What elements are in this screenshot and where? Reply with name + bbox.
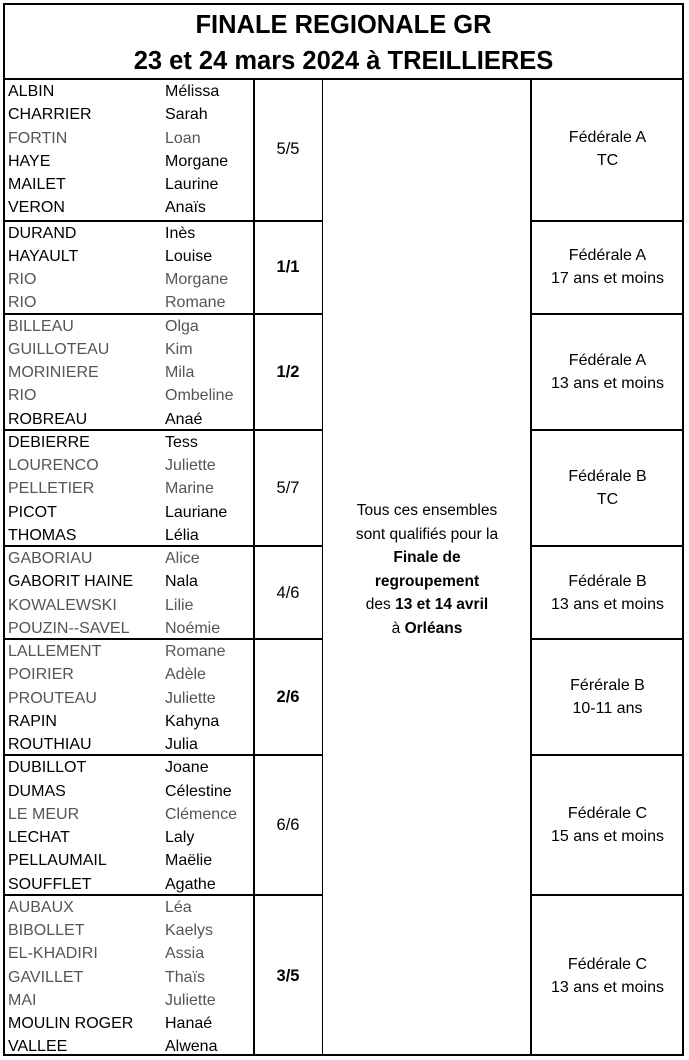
- member-first-name: Joane: [165, 759, 209, 777]
- group-block: [5, 220, 682, 313]
- member-first-name: Juliette: [165, 991, 216, 1009]
- member-first-name: Louise: [165, 247, 213, 265]
- note-line: sont qualifiés pour la: [355, 525, 499, 543]
- group-score: 1/1: [276, 258, 300, 276]
- member-first-name: Marine: [165, 480, 214, 498]
- category-line: 17 ans et moins: [551, 270, 664, 287]
- member-row: [5, 80, 253, 103]
- member-first-name: Clémence: [165, 805, 238, 823]
- member-list: [5, 431, 253, 547]
- member-first-name: Thaïs: [165, 968, 206, 986]
- member-list: [5, 547, 253, 640]
- category-line: Fédérale B: [568, 572, 647, 590]
- member-row: [5, 408, 253, 431]
- member-row: [5, 803, 253, 826]
- member-first-name: Mélissa: [165, 83, 220, 100]
- member-row: [5, 594, 253, 617]
- member-last-name: POIRIER: [8, 666, 74, 684]
- category-line: 10-11 ans: [572, 700, 643, 718]
- category-line: Fédérale A: [568, 247, 647, 264]
- group-category: [531, 465, 684, 511]
- member-row: [5, 663, 253, 686]
- member-row: [5, 780, 253, 803]
- category-line: 13 ans et moins: [551, 979, 664, 997]
- group-category: [531, 349, 684, 395]
- member-last-name: EL-KHADIRI: [8, 945, 98, 963]
- group-score: 6/6: [276, 816, 300, 834]
- member-first-name: Juliette: [165, 457, 216, 474]
- member-last-name: SOUFFLET: [8, 875, 92, 893]
- column-divider: [253, 80, 255, 1054]
- member-row: [5, 524, 253, 547]
- member-row: [5, 896, 253, 919]
- member-row: [5, 431, 253, 454]
- member-list: [5, 80, 253, 220]
- member-first-name: Sarah: [165, 106, 208, 124]
- note-line: Tous ces ensembles: [356, 502, 498, 519]
- group-score: 2/6: [276, 688, 300, 707]
- member-last-name: VALLEE: [8, 1038, 68, 1056]
- member-row: [5, 966, 253, 989]
- merged-cell-mask: [323, 893, 531, 896]
- member-row: [5, 756, 253, 779]
- member-first-name: Olga: [165, 317, 199, 335]
- category-line: Férérale B: [570, 677, 645, 695]
- member-last-name: DUBILLOT: [8, 759, 87, 777]
- note-date: 13 et 14 avril: [395, 596, 489, 613]
- group-category: [531, 674, 684, 720]
- page-title: FINALE REGIONALE GR: [195, 11, 492, 39]
- member-list: [5, 315, 253, 431]
- member-last-name: CHARRIER: [8, 106, 92, 124]
- member-row: [5, 245, 253, 268]
- member-first-name: Lilie: [165, 596, 194, 614]
- qualification-note: [323, 499, 531, 640]
- member-row: [5, 103, 253, 126]
- member-row: [5, 291, 253, 314]
- member-last-name: PELLETIER: [8, 480, 95, 498]
- member-row: [5, 733, 253, 756]
- member-last-name: KOWALEWSKI: [8, 596, 117, 614]
- category-line: TC: [596, 490, 619, 508]
- member-first-name: Agathe: [165, 875, 216, 893]
- member-first-name: Romane: [165, 643, 226, 660]
- member-last-name: PICOT: [8, 503, 57, 521]
- member-first-name: Laurine: [165, 176, 219, 193]
- member-first-name: Julia: [165, 736, 198, 753]
- member-last-name: THOMAS: [8, 526, 77, 544]
- member-first-name: Tess: [165, 433, 198, 451]
- member-last-name: RIO: [8, 271, 37, 288]
- member-row: [5, 710, 253, 733]
- group-score: 5/7: [276, 478, 300, 497]
- member-last-name: ROBREAU: [8, 410, 88, 428]
- member-first-name: Juliette: [165, 689, 216, 707]
- member-last-name: LALLEMENT: [8, 643, 102, 660]
- results-sheet: [3, 3, 684, 1056]
- member-last-name: POUZIN--SAVEL: [8, 619, 130, 637]
- group-block: [5, 894, 682, 1057]
- member-row: [5, 942, 253, 965]
- member-first-name: Lauriane: [165, 503, 228, 521]
- page-subtitle: 23 et 24 mars 2024 à TREILLIERES: [133, 47, 554, 75]
- member-last-name: MOULIN ROGER: [8, 1015, 134, 1032]
- note-line-bold: Finale de: [393, 549, 461, 566]
- member-first-name: Léa: [165, 898, 192, 916]
- member-last-name: VERON: [8, 199, 65, 217]
- member-first-name: Nala: [165, 573, 198, 591]
- member-last-name: MORINIERE: [8, 364, 99, 381]
- member-row: [5, 501, 253, 524]
- member-row: [5, 454, 253, 477]
- member-last-name: LE MEUR: [8, 805, 80, 823]
- category-line: 15 ans et moins: [551, 828, 664, 845]
- member-last-name: GUILLOTEAU: [8, 340, 110, 358]
- member-last-name: HAYAULT: [8, 247, 79, 265]
- member-last-name: HAYE: [8, 152, 51, 170]
- member-last-name: BIBOLLET: [8, 922, 85, 939]
- header: [5, 5, 682, 80]
- member-first-name: Mila: [165, 364, 195, 381]
- member-row: [5, 196, 253, 219]
- member-row: [5, 361, 253, 384]
- member-first-name: Morgane: [165, 271, 229, 288]
- group-block: [5, 638, 682, 754]
- member-row: [5, 547, 253, 570]
- group-block: [5, 313, 682, 429]
- member-row: [5, 989, 253, 1012]
- member-list: [5, 640, 253, 756]
- member-last-name: ROUTHIAU: [8, 736, 92, 753]
- category-line: TC: [596, 151, 619, 169]
- member-first-name: Laly: [165, 829, 195, 846]
- member-last-name: BILLEAU: [8, 317, 74, 335]
- member-first-name: Célestine: [165, 782, 232, 800]
- member-last-name: RIO: [8, 294, 37, 312]
- member-last-name: GAVILLET: [8, 968, 84, 986]
- member-first-name: Adèle: [165, 666, 206, 684]
- member-row: [5, 687, 253, 710]
- member-row: [5, 268, 253, 291]
- member-first-name: Hanaé: [165, 1015, 213, 1032]
- member-row: [5, 338, 253, 361]
- member-first-name: Alice: [165, 550, 200, 567]
- member-first-name: Romane: [165, 294, 226, 312]
- member-list: [5, 896, 253, 1059]
- member-first-name: Anaïs: [165, 199, 206, 217]
- member-row: [5, 173, 253, 196]
- group-block: [5, 754, 682, 894]
- category-line: Fédérale A: [568, 128, 647, 146]
- member-row: [5, 1035, 253, 1058]
- member-first-name: Loan: [165, 129, 201, 147]
- category-line: Fédérale B: [568, 467, 647, 485]
- member-row: [5, 570, 253, 593]
- merged-cell-mask: [323, 428, 531, 431]
- member-row: [5, 1012, 253, 1035]
- member-last-name: DURAND: [8, 224, 77, 242]
- member-first-name: Anaé: [165, 410, 203, 428]
- member-row: [5, 873, 253, 896]
- member-row: [5, 919, 253, 942]
- group-score: 5/5: [276, 139, 300, 158]
- merged-cell-mask: [323, 312, 531, 315]
- group-category: [531, 126, 684, 172]
- member-last-name: ALBIN: [8, 83, 55, 100]
- member-last-name: DEBIERRE: [8, 433, 90, 451]
- group-score: 1/2: [276, 362, 300, 381]
- member-last-name: GABORIAU: [8, 550, 93, 567]
- group-block: [5, 80, 682, 220]
- member-first-name: Kaelys: [165, 922, 214, 939]
- member-last-name: GABORIT HAINE: [8, 573, 134, 591]
- member-row: [5, 640, 253, 663]
- member-first-name: Morgane: [165, 152, 229, 170]
- member-row: [5, 477, 253, 500]
- member-last-name: LOURENCO: [8, 457, 99, 474]
- member-last-name: RAPIN: [8, 712, 57, 730]
- category-line: Fédérale A: [568, 351, 647, 369]
- note-line: à: [391, 619, 405, 637]
- member-row: [5, 150, 253, 173]
- note-line-bold: regroupement: [374, 572, 480, 590]
- category-line: 13 ans et moins: [551, 374, 664, 392]
- category-line: Fédérale C: [567, 956, 648, 974]
- note-line: des: [365, 596, 396, 613]
- group-category: [531, 953, 684, 999]
- member-last-name: RIO: [8, 387, 37, 405]
- member-row: [5, 384, 253, 407]
- member-last-name: FORTIN: [8, 129, 68, 147]
- member-row: [5, 315, 253, 338]
- member-row: [5, 826, 253, 849]
- member-first-name: Kim: [165, 340, 193, 358]
- member-last-name: PELLAUMAIL: [8, 852, 107, 870]
- member-first-name: Noémie: [165, 619, 221, 637]
- member-first-name: Kahyna: [165, 712, 220, 730]
- member-row: [5, 849, 253, 872]
- group-category: [531, 570, 684, 616]
- group-category: [531, 244, 684, 290]
- member-first-name: Maëlie: [165, 852, 213, 870]
- member-row: [5, 127, 253, 150]
- member-last-name: LECHAT: [8, 829, 70, 846]
- member-first-name: Alwena: [165, 1038, 218, 1056]
- note-location: Orléans: [404, 619, 463, 637]
- member-last-name: MAILET: [8, 176, 66, 193]
- group-score: 4/6: [276, 583, 300, 602]
- member-last-name: DUMAS: [8, 782, 66, 800]
- member-first-name: Ombeline: [165, 387, 234, 405]
- member-row: [5, 222, 253, 245]
- member-last-name: AUBAUX: [8, 898, 74, 916]
- member-list: [5, 756, 253, 896]
- merged-cell-mask: [323, 753, 531, 756]
- member-last-name: MAI: [8, 991, 37, 1009]
- category-line: 13 ans et moins: [551, 595, 664, 613]
- category-line: Fédérale C: [567, 805, 648, 822]
- member-row: [5, 617, 253, 640]
- member-first-name: Inès: [165, 224, 196, 242]
- merged-cell-mask: [323, 219, 531, 222]
- group-category: [531, 802, 684, 848]
- member-first-name: Assia: [165, 945, 205, 963]
- member-first-name: Lélia: [165, 526, 199, 544]
- member-list: [5, 222, 253, 315]
- group-score: 3/5: [276, 967, 300, 986]
- member-last-name: PROUTEAU: [8, 689, 97, 707]
